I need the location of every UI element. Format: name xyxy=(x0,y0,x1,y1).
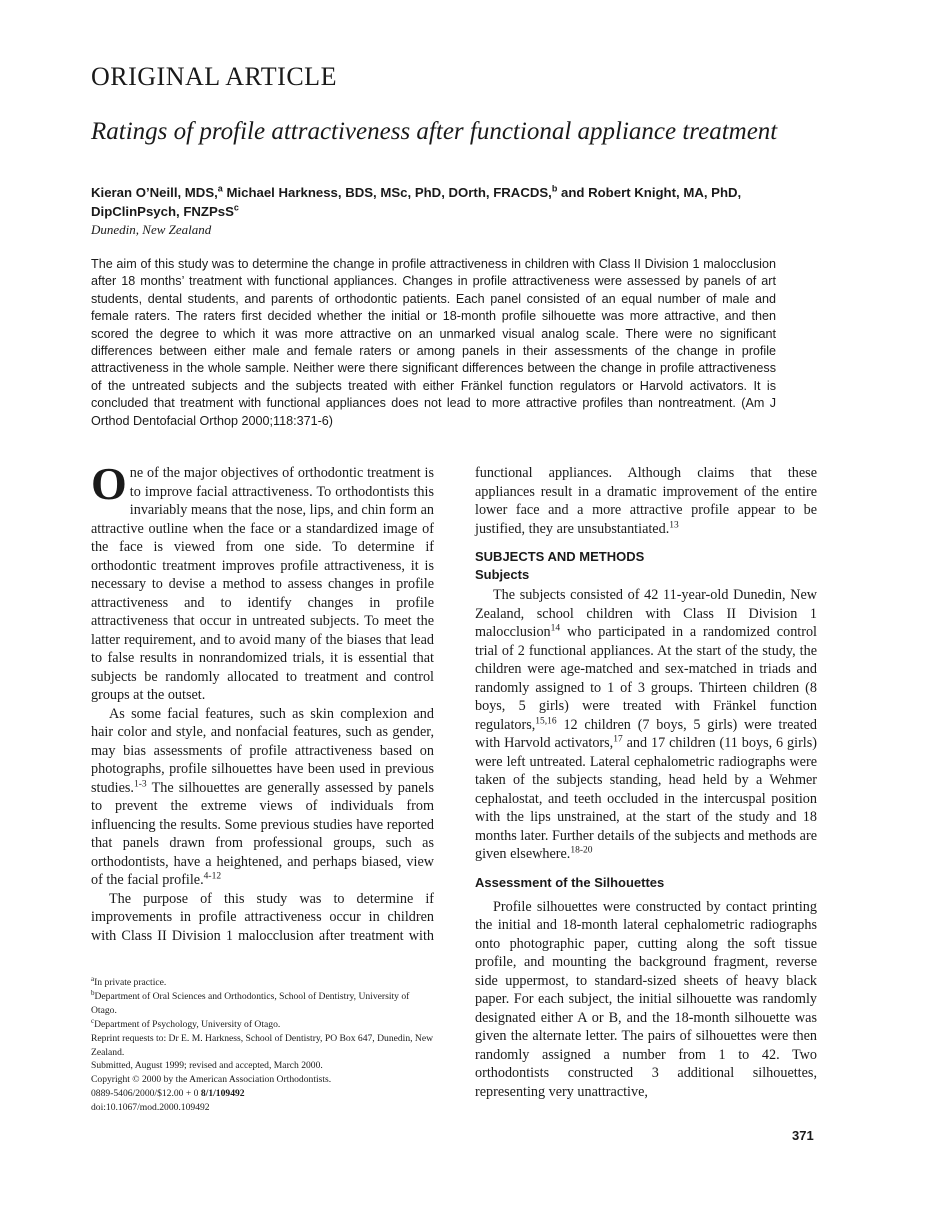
citation: 14 xyxy=(550,623,561,634)
submission-dates: Submitted, August 1999; revised and accepted, March 2000. xyxy=(91,1060,323,1072)
citation: 13 xyxy=(669,519,679,530)
footnote-c: $^c$Department of Psychology, University of Otago. xyxy=(91,1016,281,1030)
drop-cap: O xyxy=(91,458,127,509)
paragraph-intro-1: One of the major objectives of orthodontic treatment is to improve facial attractiveness. To orthodontists this invariably means that the nose, lips, and chin form an attractive outline when the face or a standardized image of the face is viewed from one side. To determine if orthodontic treatment improves profile attractiveness, it is necessary to devise a method to assess changes in profile attractiveness and to identify changes in profile attractiveness that occur in untreated subjects. To meet the latter requirement, and to avoid many of the biases that lead to false results in nonrandomized trials, it is essential that subjects be randomly allocated to treatment and control groups at the outset. xyxy=(91,458,434,703)
author-3: and Robert Knight, MA, PhD, xyxy=(557,185,742,200)
reprint-requests: Reprint requests to: Dr E. M. Harkness, School of Dentistry, PO Box 647, Dunedin, New Zealand. xyxy=(91,1032,434,1058)
paragraph-intro-3-continued: functional appliances. Although claims that these appliances result in a dramatic improvement of the entire lower face and a more attractive profile appear to be justified, they are unsubstantiated.$^{13}$ xyxy=(475,465,817,537)
paragraph-intro-2: As some facial features, such as skin complexion and hair color and style, and nonfacial features, such as gender, may bias assessments of profile attractiveness based on photographs, profile silhouettes have been used in previous studies.$^{1-3}$ The silhouettes are generally assessed by panels to prevent the extreme views of individuals from influencing the results. Some previous studies have reported that panels drawn from professional groups, such as orthodontists, have a heightened, and perhaps biased, view of the facial profile.$^{4-12}$ xyxy=(91,705,434,888)
section-heading: SUBJECTS AND METHODS xyxy=(475,549,645,564)
citation: 1-3 xyxy=(133,778,147,789)
paragraph-intro-3: The purpose of this study was to determine if improvements in profile attractiveness occur in children with Class II Division 1 malocclusion after treatment with xyxy=(91,890,434,944)
article-title: Ratings of profile attractiveness after functional appliance treatment xyxy=(91,118,778,145)
affiliation-mark-c: c xyxy=(233,202,239,213)
paragraph-assessment: Profile silhouettes were constructed by contact printing the initial and 18-month lateral cephalometric radiographs onto photographic paper, cutting along the soft tissue profile, and mounting the background fragment, reverse side uppermost, to standard-sized sheets of heavy black paper. For each subject, the initial silhouette was randomly designated either A or B, and the 18-month silhouette was given the alternate letter. The pairs of silhouettes were then randomly assigned a number from 1 to 42. Two orthodontists constructed 3 additional silhouettes, representing very unattractive, xyxy=(475,898,817,1100)
article-code: 0889-5406/2000/$12.00 + 0 8/1/109492 xyxy=(91,1088,245,1100)
author-list xyxy=(91,183,811,221)
author-2: Michael Harkness, BDS, MSc, PhD, DOrth, FRACDS, xyxy=(222,185,552,200)
page-number: 371 xyxy=(792,1128,814,1143)
subsection-heading-assessment: Assessment of the Silhouettes xyxy=(475,874,665,890)
paragraph-subjects: The subjects consisted of 42 11-year-old Dunedin, New Zealand, school children with Class II Division 1 malocclusion$^{14}$ who participated in a randomized control trial of 2 functional appliances. At the start of the study, the children were age-matched and sex-matched in triads and randomly assigned to 1 of 3 groups. Thirteen children (8 boys, 5 girls) were treated with Fränkel function regulators,$^{15,16}$ 12 children (7 boys, 5 girls) were treated with Harvold activators,$^{17}$ and 17 children (11 boys, 6 girls) were left untreated. Lateral cephalometric radiographs were taken of the subjects standing, head held by a Wehmer cephalostat, and teeth occluded in the intercuspal position with the lips unstrained, at the start of the study and 18 months later. Further details of the subjects and methods are given elsewhere.$^{18-20}$ xyxy=(475,587,817,862)
affiliation-mark-a: a xyxy=(217,183,223,194)
section-label: ORIGINAL ARTICLE xyxy=(91,62,337,91)
copyright-notice: Copyright © 2000 by the American Association Orthodontists. xyxy=(91,1074,332,1086)
body-column-right xyxy=(475,464,817,1101)
author-location: Dunedin, New Zealand xyxy=(91,222,212,237)
author-1: Kieran O’Neill, MDS, xyxy=(91,185,218,200)
footnote-b: $^b$Department of Oral Sciences and Orthodontics, School of Dentistry, University of Otago. xyxy=(91,988,410,1016)
footnotes xyxy=(91,976,437,1115)
affiliation-mark-b: b xyxy=(551,183,558,194)
abstract: The aim of this study was to determine the change in profile attractiveness in children with Class II Division 1 malocclusion after 18 months’ treatment with functional appliances. Changes in profile attractiveness were assessed by panels of art students, dental students, and parents of orthodontic patients. Each panel consisted of an equal number of male and female raters. The raters first decided whether the initial or 18-month profile silhouette was more attractive, and then scored the degree to which it was more attractive on an unmarked visual analog scale. There were no significant differences between either male and female raters or among panels in their assessments of the change in profile attractiveness in the whole sample. Neither were there significant differences between the change in profile attractiveness of the untreated subjects and the subjects treated with either Fränkel function regulators or Harvold activators. It is concluded that treatment with functional appliances does not lead to more attractive profiles than nontreatment. (Am J Orthod Dentofacial Orthop 2000;118:371-6) xyxy=(91,257,776,428)
author-3-credentials: DipClinPsych, FNZPsS xyxy=(91,204,234,219)
doi: doi:10.1067/mod.2000.109492 xyxy=(91,1102,210,1114)
footnote-a: $^a$In private practice. xyxy=(91,974,167,988)
citation: 4-12 xyxy=(203,871,222,882)
body-column-left xyxy=(91,458,434,945)
citation: 15,16 xyxy=(535,715,557,726)
citation: 17 xyxy=(613,734,623,745)
subsection-heading-subjects: Subjects xyxy=(475,567,530,582)
citation: 18-20 xyxy=(570,845,593,856)
